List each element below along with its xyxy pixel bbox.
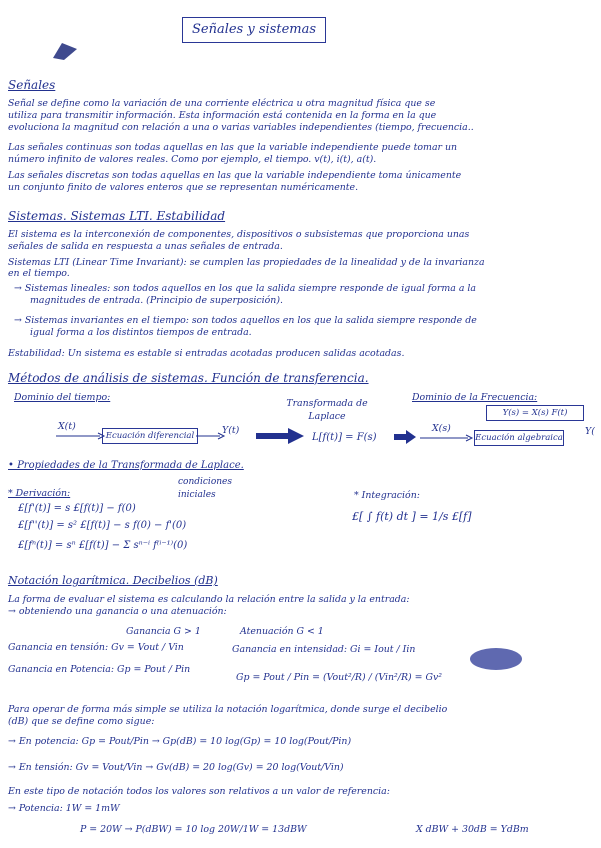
text-line: → En potencia: Gp = Pout/Pin → Gp(dB) = 10 log(Gp) = 10 log(Pout/Pin) xyxy=(8,736,352,747)
ink-blot xyxy=(50,40,80,62)
laplace-definition: L[f(t)] = F(s) xyxy=(312,432,377,443)
text-line: número infinito de valores reales. Como por ejemplo, el tiempo. v(t), i(t), a(t). xyxy=(8,154,377,165)
text-line: → Potencia: 1W = 1mW xyxy=(8,803,120,814)
ganancia-tension: Ganancia en tensión: Gv = Vout / Vin xyxy=(8,642,184,653)
x-t-label: X(t) xyxy=(58,421,76,432)
text-line: → Sistemas lineales: son todos aquellos en los que la salida siempre responde de igual forma a la xyxy=(14,283,477,294)
text-line: (dB) que se define como sigue: xyxy=(8,716,155,727)
text-line: Para operar de forma más simple se utiliza la notación logarítmica, donde surge el decibelio xyxy=(8,704,448,715)
text-line: Sistemas LTI (Linear Time Invariant): se cumplen las propiedades de la linealidad y de la invarianza xyxy=(8,257,485,268)
text-line: Señal se define como la variación de una corriente eléctrica u otra magnitud física que se xyxy=(8,98,436,109)
propiedades-heading: • Propiedades de la Transformada de Laplace. xyxy=(8,460,244,471)
arrow-icon xyxy=(196,432,226,440)
ganancia-potencia: Ganancia en Potencia: Gp = Pout / Pin xyxy=(8,664,191,675)
text-line: señales de salida en respuesta a unas señales de entrada. xyxy=(8,241,283,252)
text-line: El sistema es la interconexión de componentes, dispositivos o subsistemas que proporciona unas xyxy=(8,229,470,240)
text-line: En este tipo de notación todos los valores son relativos a un valor de referencia: xyxy=(8,786,390,797)
ganancia-intensidad: Ganancia en intensidad: Gi = Iout / Iin xyxy=(232,644,416,655)
x-s-label: X(s) xyxy=(432,423,451,434)
section-heading-metodos: Métodos de análisis de sistemas. Función de transferencia. xyxy=(8,371,369,385)
text-line: igual forma a los distintos tiempos de entrada. xyxy=(30,327,252,338)
text-line: → En tensión: Gv = Vout/Vin → Gv(dB) = 20 log(Gv) = 20 log(Vout/Vin) xyxy=(8,762,344,773)
condiciones-label: condiciones iniciales xyxy=(178,477,232,500)
text-line: Las señales discretas son todas aquellas en las que la variable independiente toma únicamente xyxy=(8,170,462,181)
derivada-2: £[f''(t)] = s² £[f(t)] − s f(0) − f'(0) xyxy=(18,520,187,531)
integracion-label: * Integración: xyxy=(354,490,420,501)
relacion-box: Y(s) = X(s) F(t) xyxy=(486,405,584,421)
arrow-icon xyxy=(420,434,474,442)
thick-arrow-icon xyxy=(394,430,418,444)
section-heading-notacion: Notación logarítmica. Decibelios (dB) xyxy=(8,574,218,587)
page-title: Señales y sistemas xyxy=(182,17,326,43)
text-line: en el tiempo. xyxy=(8,268,70,279)
arrow-icon xyxy=(56,432,106,440)
atenuacion-label: Atenuación G < 1 xyxy=(240,626,324,637)
text-line: evoluciona la magnitud con relación a una o varias variables independientes (tiempo, frecuencia.. xyxy=(8,122,474,133)
caja-ecuacion-diferencial: Ecuación diferencial xyxy=(102,428,198,444)
thick-arrow-icon xyxy=(256,428,306,444)
text-line: La forma de evaluar el sistema es calculando la relación entre la salida y la entrada: xyxy=(8,594,410,605)
text-line: → Sistemas invariantes en el tiempo: son todos aquellos en los que la salida siempre responde de xyxy=(14,315,477,326)
text-line: → obteniendo una ganancia o una atenuación: xyxy=(8,606,227,617)
transformada-label: Transformada de Laplace xyxy=(286,398,368,422)
text-line: Estabilidad: Un sistema es estable si entradas acotadas producen salidas acotadas. xyxy=(8,348,405,359)
y-t-label: Y(t) xyxy=(222,425,240,436)
text-line: X dBW + 30dB = YdBm xyxy=(416,824,529,835)
gp-eq: Gp = Pout / Pin = (Vout²/R) / (Vin²/R) = Gv² xyxy=(236,672,443,683)
caja-ecuacion-algebraica: Ecuación algebraica xyxy=(474,430,564,446)
ink-scribble xyxy=(468,646,524,672)
text-line: Las señales continuas son todas aquellas en las que la variable independiente puede tomar un xyxy=(8,142,458,153)
derivada-n: £[fⁿ(t)] = sⁿ £[f(t)] − Σ sⁿ⁻ⁱ f⁽ⁱ⁻¹⁾(0) xyxy=(18,540,188,551)
dominio-tiempo-label: Dominio del tiempo: xyxy=(14,392,111,403)
section-heading-senales: Señales xyxy=(8,78,56,92)
derivada-1: £[f'(t)] = s £[f(t)] − f(0) xyxy=(18,503,136,514)
derivacion-label: * Derivación: xyxy=(8,488,71,499)
text-line: utiliza para transmitir información. Esta información está contenida en la forma en la que xyxy=(8,110,437,121)
section-heading-sistemas: Sistemas. Sistemas LTI. Estabilidad xyxy=(8,209,226,223)
text-line: un conjunto finito de valores enteros que se representan numéricamente. xyxy=(8,182,359,193)
text-line: P = 20W → P(dBW) = 10 log 20W/1W = 13dBW xyxy=(80,824,307,835)
text-line: magnitudes de entrada. (Principio de superposición). xyxy=(30,295,283,306)
y-s-label: Y( xyxy=(585,426,595,437)
dominio-frecuencia-label: Dominio de la Frecuencia: xyxy=(412,392,538,403)
ganancia-label: Ganancia G > 1 xyxy=(126,626,201,637)
integral-eq: £[ ∫ f(t) dt ] = 1/s £[f] xyxy=(352,510,472,523)
